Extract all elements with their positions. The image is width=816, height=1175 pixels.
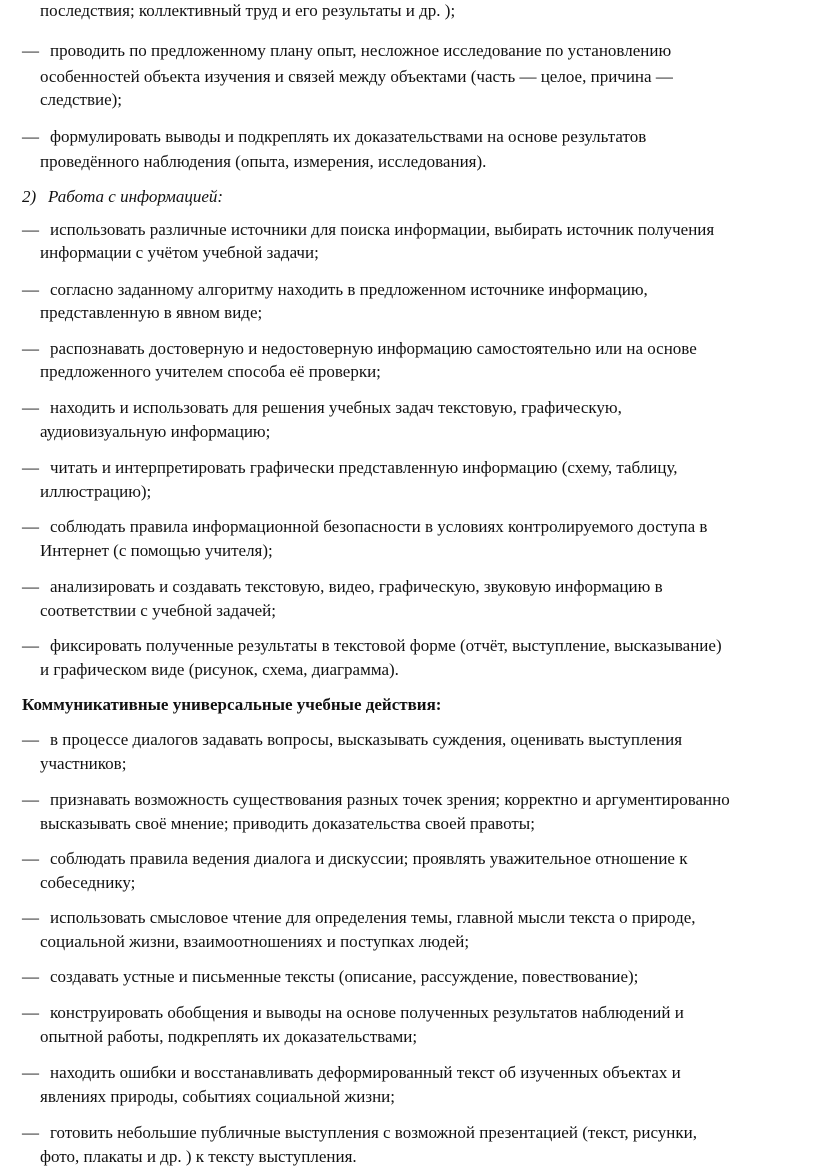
list-item: [22, 729, 682, 751]
dash-marker: —: [22, 127, 39, 146]
list-item-text: находить и использовать для решения учебных задач текстовую, графическую,: [50, 398, 622, 417]
list-item: [22, 40, 671, 62]
list-item: [22, 338, 697, 360]
dash-marker: —: [22, 577, 39, 596]
dash-marker: —: [22, 636, 39, 655]
list-item-text: соблюдать правила информационной безопасности в условиях контролируемого доступа в: [50, 517, 708, 536]
list-item: [22, 635, 722, 657]
list-item-continuation: опытной работы, подкреплять их доказательствами;: [40, 1027, 418, 1046]
list-item-continuation: иллюстрацию);: [40, 482, 152, 501]
dash-marker: —: [22, 41, 39, 60]
list-item: [22, 457, 678, 479]
list-item: [22, 789, 730, 811]
list-item-continuation: предложенного учителем способа её проверки;: [40, 362, 381, 381]
list-item-text: анализировать и создавать текстовую, видео, графическую, звуковую информацию в: [50, 577, 663, 596]
list-item: [22, 907, 696, 929]
list-item-continuation: представленную в явном виде;: [40, 303, 263, 322]
list-item-continuation: и графическом виде (рисунок, схема, диаграмма).: [40, 660, 399, 679]
list-item-continuation: аудиовизуальную информацию;: [40, 422, 271, 441]
list-item-text: создавать устные и письменные тексты (описание, рассуждение, повествование);: [50, 967, 639, 986]
list-item-continuation: фото, плакаты и др. ) к тексту выступления.: [40, 1147, 357, 1166]
list-item-text: проводить по предложенному плану опыт, несложное исследование по установлению: [50, 41, 672, 60]
list-item: [22, 279, 648, 301]
list-item-continuation: следствие);: [40, 90, 123, 109]
dash-marker: —: [22, 790, 39, 809]
list-item-text: согласно заданному алгоритму находить в предложенном источнике информацию,: [50, 280, 648, 299]
list-item: [22, 1002, 684, 1024]
list-item-text: находить ошибки и восстанавливать деформированный текст об изученных объектах и: [50, 1063, 681, 1082]
dash-marker: —: [22, 908, 39, 927]
list-item: [22, 576, 663, 598]
list-item: [22, 1122, 697, 1144]
dash-marker: —: [22, 849, 39, 868]
list-item-text: конструировать обобщения и выводы на основе полученных результатов наблюдений и: [50, 1003, 684, 1022]
section-heading: [22, 186, 223, 208]
section-title: Работа с информацией:: [48, 187, 224, 206]
list-item-text: признавать возможность существования разных точек зрения; корректно и аргументированно: [50, 790, 730, 809]
section-number: 2): [22, 187, 37, 206]
list-item-text: формулировать выводы и подкреплять их доказательствами на основе результатов: [50, 127, 647, 146]
dash-marker: —: [22, 339, 39, 358]
list-item-text: использовать различные источники для поиска информации, выбирать источник получения: [50, 220, 715, 239]
list-item-continuation: проведённого наблюдения (опыта, измерения, исследования).: [40, 152, 487, 171]
list-item-text: соблюдать правила ведения диалога и дискуссии; проявлять уважительное отношение к: [50, 849, 688, 868]
list-item-continuation: особенностей объекта изучения и связей между объектами (часть — целое, причина —: [40, 67, 673, 86]
dash-marker: —: [22, 1063, 39, 1082]
list-item-text: читать и интерпретировать графически представленную информацию (схему, таблицу,: [50, 458, 678, 477]
list-item: [22, 126, 646, 148]
list-item-text: использовать смысловое чтение для определения темы, главной мысли текста о природе,: [50, 908, 696, 927]
section-heading: Коммуникативные универсальные учебные действия:: [22, 695, 442, 714]
list-item: [22, 219, 714, 241]
dash-marker: —: [22, 1123, 39, 1142]
list-item: [22, 848, 687, 870]
list-item: [22, 966, 638, 988]
dash-marker: —: [22, 280, 39, 299]
list-item-continuation: явлениях природы, событиях социальной жизни;: [40, 1087, 395, 1106]
list-item-text: фиксировать полученные результаты в текстовой форме (отчёт, выступление, высказывание): [50, 636, 722, 655]
list-item: [22, 1062, 681, 1084]
list-item-continuation: собеседнику;: [40, 873, 136, 892]
dash-marker: —: [22, 398, 39, 417]
dash-marker: —: [22, 220, 39, 239]
intro-tail: последствия; коллективный труд и его результаты и др. );: [40, 1, 456, 20]
dash-marker: —: [22, 967, 39, 986]
list-item: [22, 516, 707, 538]
dash-marker: —: [22, 517, 39, 536]
list-item-text: в процессе диалогов задавать вопросы, высказывать суждения, оценивать выступления: [50, 730, 683, 749]
list-item: [22, 397, 622, 419]
dash-marker: —: [22, 458, 39, 477]
list-item-continuation: информации с учётом учебной задачи;: [40, 243, 319, 262]
list-item-continuation: соответствии с учебной задачей;: [40, 601, 276, 620]
list-item-continuation: социальной жизни, взаимоотношениях и поступках людей;: [40, 932, 470, 951]
list-item-continuation: Интернет (с помощью учителя);: [40, 541, 273, 560]
dash-marker: —: [22, 730, 39, 749]
list-item-text: распознавать достоверную и недостоверную информацию самостоятельно или на основе: [50, 339, 697, 358]
list-item-text: готовить небольшие публичные выступления с возможной презентацией (текст, рисунки,: [50, 1123, 697, 1142]
list-item-continuation: участников;: [40, 754, 127, 773]
list-item-continuation: высказывать своё мнение; приводить доказательства своей правоты;: [40, 814, 535, 833]
dash-marker: —: [22, 1003, 39, 1022]
